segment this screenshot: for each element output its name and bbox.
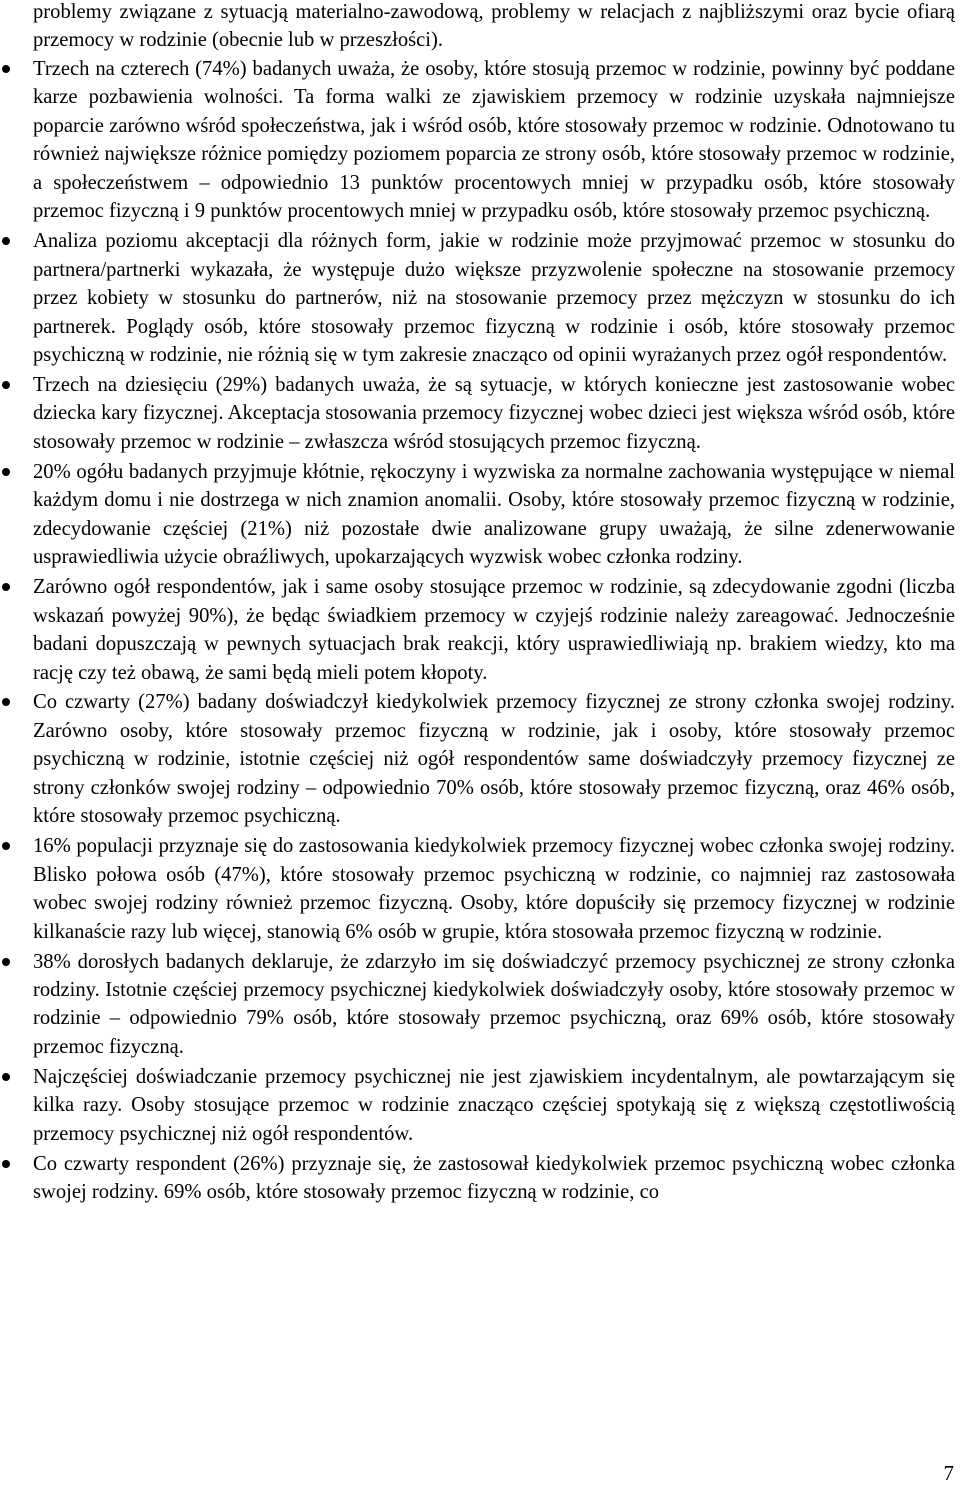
- bullet-icon: [2, 583, 10, 591]
- bullet-icon: [2, 468, 10, 476]
- bullet-item: [0, 227, 955, 369]
- bullet-item: [0, 688, 955, 830]
- bullet-text: Zarówno ogół respondentów, jak i same osoby stosujące przemoc w rodzinie, są zdecydowanie zgodni (liczba wskazań powyżej 90%), że będąc świadkiem przemocy w czyjejś rodzinie należy zareagować. Jednocześnie badani dopuszczają w pewnych sytuacjach brak reakcji, który usprawiedliwiają np. brakiem wiedzy, kto ma rację czy też obawą, że sami będą mieli potem kłopoty.: [33, 576, 955, 684]
- bullet-text: Trzech na czterech (74%) badanych uważa, że osoby, które stosują przemoc w rodzinie, powinny być poddane karze pozbawienia wolności. Ta forma walki ze zjawiskiem przemocy w rodzinie uzyskała najmniejsze poparcie zarówno wśród społeczeństwa, jak i wśród osób, które stosowały przemoc w rodzinie. Odnotowano tu również największe różnice pomiędzy poziomem poparcia ze strony osób, które stosowały przemoc w rodzinie, a społeczeństwem – odpowiednio 13 punktów procentowych mniej w przypadku osób, które stosowały przemoc fizyczną i 9 punktów procentowych mniej w przypadku osób, które stosowały przemoc psychiczną.: [33, 58, 955, 223]
- bullet-text: Co czwarty respondent (26%) przyznaje się, że zastosował kiedykolwiek przemoc psychiczną wobec członka swojej rodziny. 69% osób, które stosowały przemoc fizyczną w rodzinie, co: [33, 1152, 955, 1204]
- bullet-list: [0, 55, 955, 1208]
- bullet-item: [0, 573, 955, 687]
- bullet-icon: [2, 1160, 10, 1168]
- bullet-text: Analiza poziomu akceptacji dla różnych form, jakie w rodzinie może przyjmować przemoc w stosunku do partnera/partnerki wykazała, że występuje dużo większe przyzwolenie społeczne na stosowanie przemocy przez kobiety w stosunku do partnerów, niż na stosowanie przemocy przez mężczyzn w stosunku do ich partnerek. Poglądy osób, które stosowały przemoc fizyczną w rodzinie i osób, które stosowały przemoc psychiczną w rodzinie, nie różnią się w tym zakresie znacząco od opinii wyrażanych przez ogół respondentów.: [33, 230, 955, 367]
- bullet-icon: [2, 381, 10, 389]
- bullet-text: 38% dorosłych badanych deklaruje, że zdarzyło im się doświadczyć przemocy psychicznej ze strony członka rodziny. Istotnie częściej przemocy psychicznej kiedykolwiek doświadczyły osoby, które stosowały przemoc w rodzinie – odpowiednio 79% osób, które stosowały przemoc psychiczną, oraz 69% osób, które stosowały przemoc fizyczną.: [33, 950, 955, 1058]
- bullet-text: 16% populacji przyznaje się do zastosowania kiedykolwiek przemocy fizycznej wobec członka swojej rodziny. Blisko połowa osób (47%), które stosowały przemoc psychiczną w rodzinie, co najmniej raz zastosowała wobec swojej rodziny również przemoc fizyczną. Osoby, które dopuściły się przemocy fizycznej w rodzinie kilkanaście razy lub więcej, stanowią 6% osób w grupie, która stosowała przemoc fizyczną w rodzinie.: [33, 835, 955, 943]
- bullet-icon: [2, 237, 10, 245]
- bullet-item: [0, 371, 955, 456]
- bullet-icon: [2, 842, 10, 850]
- bullet-icon: [2, 65, 10, 73]
- bullet-item: [0, 458, 955, 572]
- bullet-item: [0, 1063, 955, 1148]
- bullet-item: [0, 948, 955, 1062]
- bullet-text: Co czwarty (27%) badany doświadczył kiedykolwiek przemocy fizycznej ze strony członka swojej rodziny. Zarówno osoby, które stosowały przemoc fizyczną w rodzinie, jak i osoby, które stosowały przemoc psychiczną w rodzinie, istotnie częściej niż ogół respondentów same doświadczyły przemocy fizycznej ze strony członków swojej rodziny – odpowiednio 70% osób, które stosowały przemoc fizyczną, oraz 46% osób, które stosowały przemoc psychiczną.: [33, 691, 955, 828]
- bullet-text: Najczęściej doświadczanie przemocy psychicznej nie jest zjawiskiem incydentalnym, ale powtarzającym się kilka razy. Osoby stosujące przemoc w rodzinie znacząco częściej spotykają się z większą częstotliwością przemocy psychicznej niż ogół respondentów.: [33, 1065, 955, 1145]
- bullet-item: [0, 832, 955, 946]
- bullet-item: [0, 55, 955, 226]
- page-number: 7: [943, 1461, 954, 1485]
- bullet-text: Trzech na dziesięciu (29%) badanych uważa, że są sytuacje, w których konieczne jest zastosowanie wobec dziecka kary fizycznej. Akceptacja stosowania przemocy fizycznej wobec dzieci jest większa wśród osób, które stosowały przemoc w rodzinie – zwłaszcza wśród stosujących przemoc fizyczną.: [33, 373, 955, 453]
- bullet-text: 20% ogółu badanych przyjmuje kłótnie, rękoczyny i wyzwiska za normalne zachowania występujące w niemal każdym domu i nie dostrzega w nich znamion anomalii. Osoby, które stosowały przemoc fizyczną w rodzinie, zdecydowanie częściej (21%) niż pozostałe dwie analizowane grupy uważają, że silne zdenerwowanie usprawiedliwia użycie obraźliwych, upokarzających wyzwisk wobec członka rodziny.: [33, 460, 955, 569]
- bullet-icon: [2, 1073, 10, 1081]
- bullet-item: [0, 1150, 955, 1207]
- continuation-paragraph: problemy związane z sytuacją materialno-zawodową, problemy w relacjach z najbliższymi oraz bycie ofiarą przemocy w rodzinie (obecnie lub w przeszłości).: [33, 1, 955, 52]
- bullet-icon: [2, 958, 10, 966]
- bullet-icon: [2, 698, 10, 706]
